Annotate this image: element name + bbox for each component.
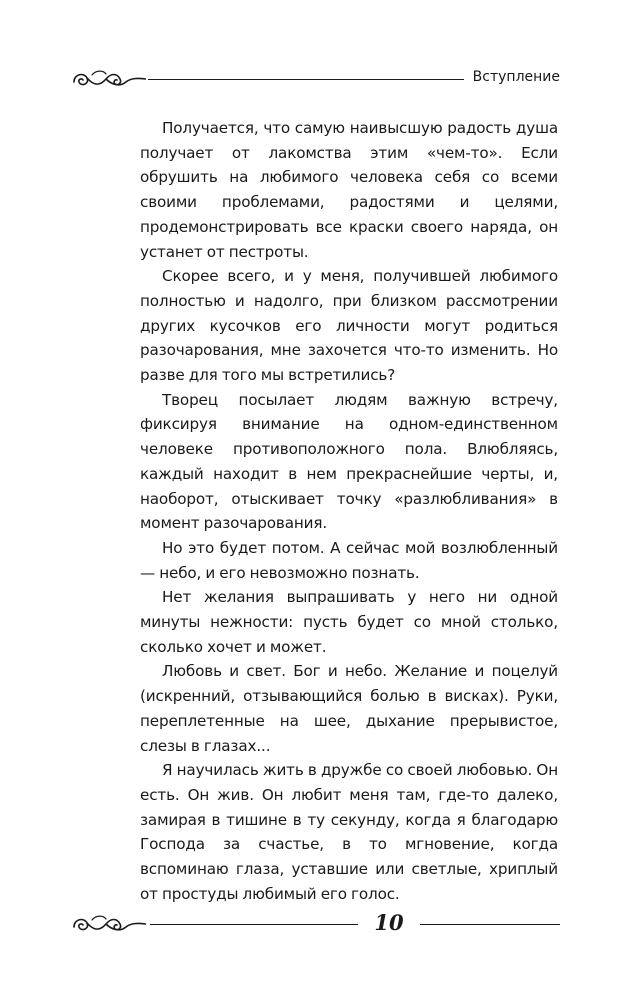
paragraph: Но это будет потом. А сейчас мой возлюбленный — небо, и его невозможно познать. [140, 538, 558, 582]
flourish-ornament-icon [70, 911, 146, 937]
page-number: 10 [374, 910, 404, 935]
paragraph: Я научилась жить в дружбе со своей любовью. Он есть. Он жив. Он любит меня там, где-то далеко, замирая в тишине в ту секунду, когда я благодарю Господа за счастье, в то мгновение, когда вспоминаю глаза, уставшие или светлые, хриплый от простуды любимый его голос. [140, 761, 558, 903]
flourish-ornament-icon [70, 66, 146, 92]
footer-rule-left [150, 924, 358, 925]
paragraph: Скорее всего, и у меня, получившей любимого полностью и надолго, при близком рассмотрении других кусочков его личности могут родиться разочарования, мне захочется что-то изменить. Но разве для того мы встретились? [140, 267, 558, 385]
running-header [70, 62, 560, 96]
page-body [140, 116, 558, 907]
paragraph: Получается, что самую наивысшую радость душа получает от лакомства этим «чем-то». Если обрушить на любимого человека себя со всеми своими проблемами, радостями и целями, продемонстрировать все краски своего наряда, он устанет от пестроты. [140, 119, 558, 261]
paragraph: Любовь и свет. Бог и небо. Желание и поцелуй (искренний, отзывающийся болью в висках). Руки, переплетенные на шее, дыхание прерывистое, слезы в глазах... [140, 662, 558, 755]
header-rule [148, 79, 464, 80]
chapter-title: Вступление [472, 69, 560, 85]
footer-rule-right [420, 924, 560, 925]
paragraph: Творец посылает людям важную встречу, фиксируя внимание на одном-единственном человеке противоположного пола. Влюбляясь, каждый находит в нем прекраснейшие черты, и, наоборот, отыскивает точку «разлюбливания» в момент разочарования. [140, 390, 558, 533]
paragraph: Нет желания выпрашивать у него ни одной минуты нежности: пусть будет со мной столько, сколько хочет и может. [140, 588, 558, 656]
page-footer [70, 908, 560, 942]
